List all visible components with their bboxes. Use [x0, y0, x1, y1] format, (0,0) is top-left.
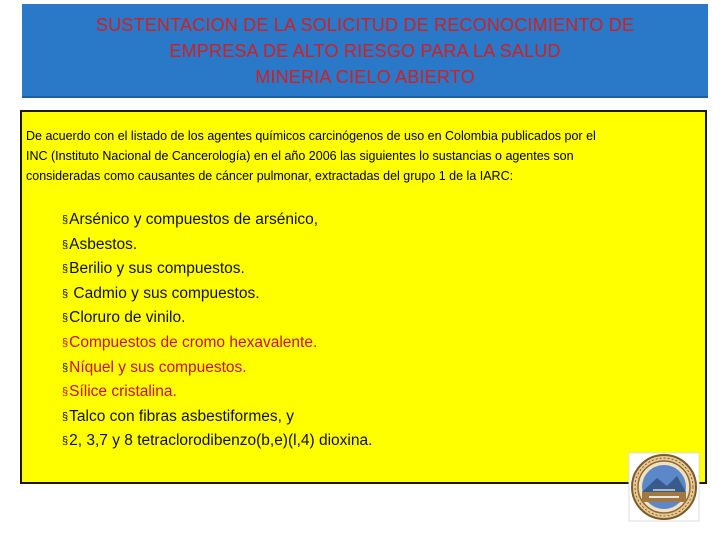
list-item-text: Compuestos de cromo hexavalente.	[69, 333, 318, 351]
bullet-icon: §	[62, 238, 69, 251]
bullet-icon: §	[62, 435, 69, 448]
list-item-niquel	[62, 356, 372, 381]
bullet-icon: §	[62, 287, 69, 300]
list-item-asbestos	[62, 233, 372, 258]
list-item-berilio	[62, 257, 372, 282]
list-item-text: Arsénico y compuestos de arsénico,	[69, 211, 319, 228]
title-line-3: MINERIA CIELO ABIERTO	[255, 67, 475, 87]
list-item-dioxina	[62, 429, 372, 454]
list-item-talco	[62, 405, 372, 430]
list-item-cloruro-vinilo	[62, 306, 372, 331]
organization-seal-icon	[627, 452, 701, 522]
list-item-text: 2, 3,7 y 8 tetraclorodibenzo(b,e)(l,4) dioxina.	[69, 432, 373, 450]
list-item-cadmio	[62, 282, 372, 307]
list-item-text: Talco con fibras asbestiformes, y	[69, 407, 294, 425]
title-line-2: EMPRESA DE ALTO RIESGO PARA LA SALUD	[169, 41, 561, 61]
intro-line-2: INC (Instituto Nacional de Cancerología) en el año 2006 las siguientes lo sustancias o agentes son	[26, 149, 574, 163]
title-line-1: SUSTENTACION DE LA SOLICITUD DE RECONOCIMIENTO DE	[95, 15, 635, 35]
bullet-icon: §	[62, 410, 69, 423]
list-item-arsenico	[62, 208, 372, 233]
intro-paragraph	[26, 126, 698, 186]
carcinogen-list	[62, 208, 372, 454]
list-item-text: Asbestos.	[69, 235, 138, 253]
list-item-silice	[62, 380, 372, 405]
list-item-text: Níquel y sus compuestos.	[69, 358, 247, 376]
bullet-icon: §	[62, 361, 69, 374]
intro-line-3: consideradas como causantes de cáncer pulmonar, extractadas del grupo 1 de la IARC:	[26, 169, 514, 183]
list-item-text: Cloruro de vinilo.	[69, 309, 186, 327]
list-item-cromo	[62, 331, 372, 356]
intro-line-1: De acuerdo con el listado de los agentes químicos carcinógenos de uso en Colombia publicados por el	[26, 129, 596, 143]
bullet-icon: §	[62, 336, 69, 349]
bullet-icon: §	[62, 214, 69, 226]
bullet-icon: §	[62, 263, 69, 276]
list-item-text: Sílice cristalina.	[69, 383, 177, 401]
bullet-icon: §	[62, 312, 69, 325]
title-banner	[22, 4, 708, 98]
list-item-text: Cadmio y sus compuestos.	[69, 284, 260, 302]
content-panel	[20, 110, 707, 484]
list-item-text: Berilio y sus compuestos.	[69, 260, 245, 278]
bullet-icon: §	[62, 386, 69, 399]
